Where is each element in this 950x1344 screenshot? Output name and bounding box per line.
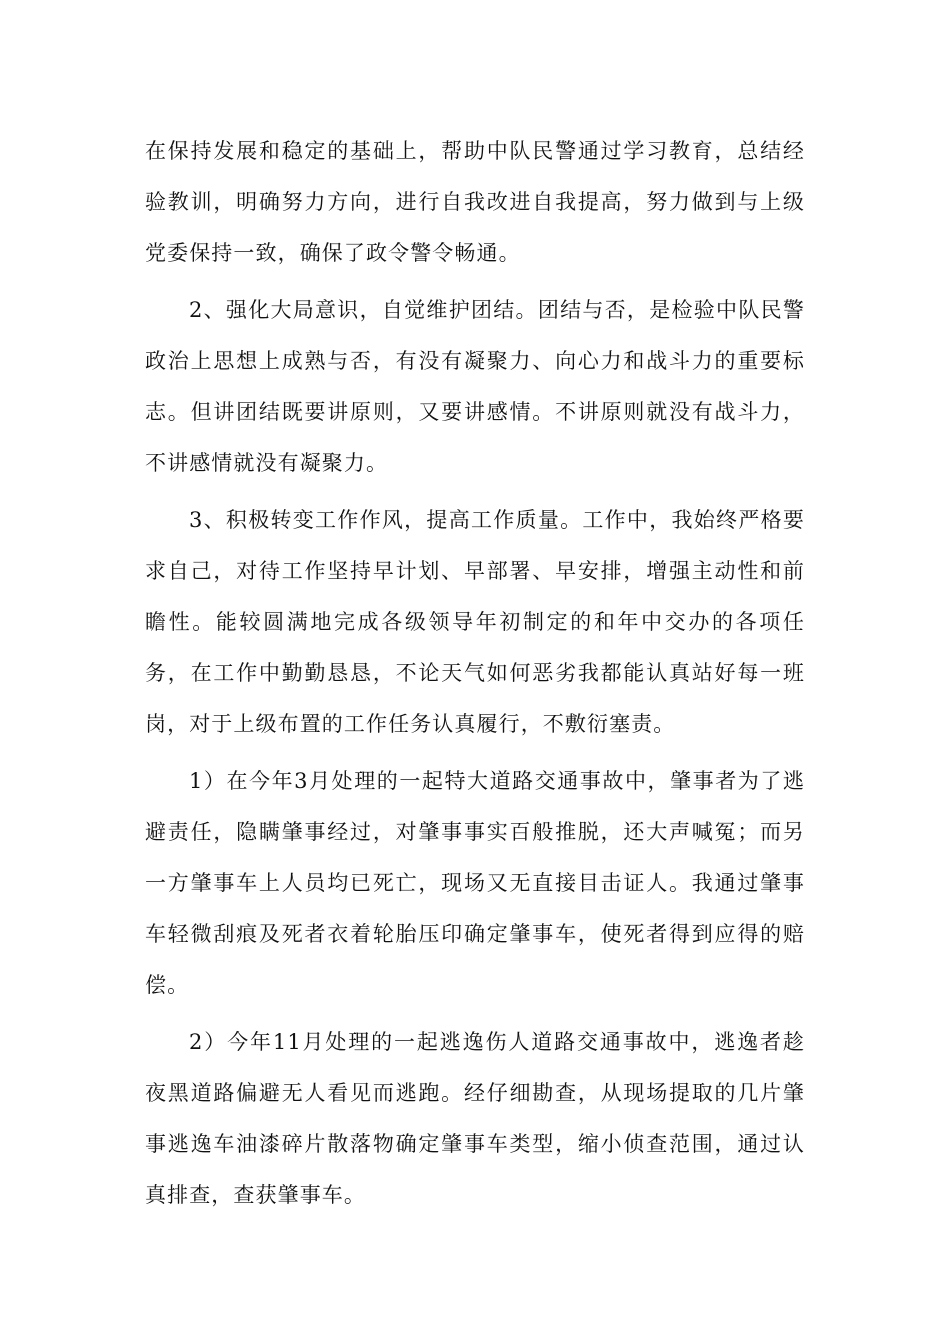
paragraph-case-1: 1）在今年3月处理的一起特大道路交通事故中，肇事者为了逃避责任，隐瞒肇事经过，对肇事事实百般推脱，还大声喊冤；而另一方肇事车上人员均已死亡，现场又无直接目击证人。我通过肇事车轻微刮痕及死者衣着轮胎压印确定肇事车，使死者得到应得的赔偿。: [145, 769, 805, 997]
paragraph-3-work-style: 3、积极转变工作作风，提高工作质量。工作中，我始终严格要求自己，对待工作坚持早计划、早部署、早安排，增强主动性和前瞻性。能较圆满地完成各级领导年初制定的和年中交办的各项任务，在工作中勤勤恳恳，不论天气如何恶劣我都能认真站好每一班岗，对于上级布置的工作任务认真履行，不敷衍塞责。: [145, 508, 805, 736]
paragraph-case-2: 2）今年11月处理的一起逃逸伤人道路交通事故中，逃逸者趁夜黑道路偏避无人看见而逃跑。经仔细勘查，从现场提取的几片肇事逃逸车油漆碎片散落物确定肇事车类型，缩小侦查范围，通过认真排查，查获肇事车。: [145, 1030, 805, 1207]
paragraph-2-unity: 2、强化大局意识，自觉维护团结。团结与否，是检验中队民警政治上思想上成熟与否，有没有凝聚力、向心力和战斗力的重要标志。但讲团结既要讲原则，又要讲感情。不讲原则就没有战斗力，不讲感情就没有凝聚力。: [145, 298, 805, 475]
paragraph-continuation: 在保持发展和稳定的基础上，帮助中队民警通过学习教育，总结经验教训，明确努力方向，进行自我改进自我提高，努力做到与上级党委保持一致，确保了政令警令畅通。: [145, 139, 805, 265]
document-body: [145, 126, 805, 1227]
